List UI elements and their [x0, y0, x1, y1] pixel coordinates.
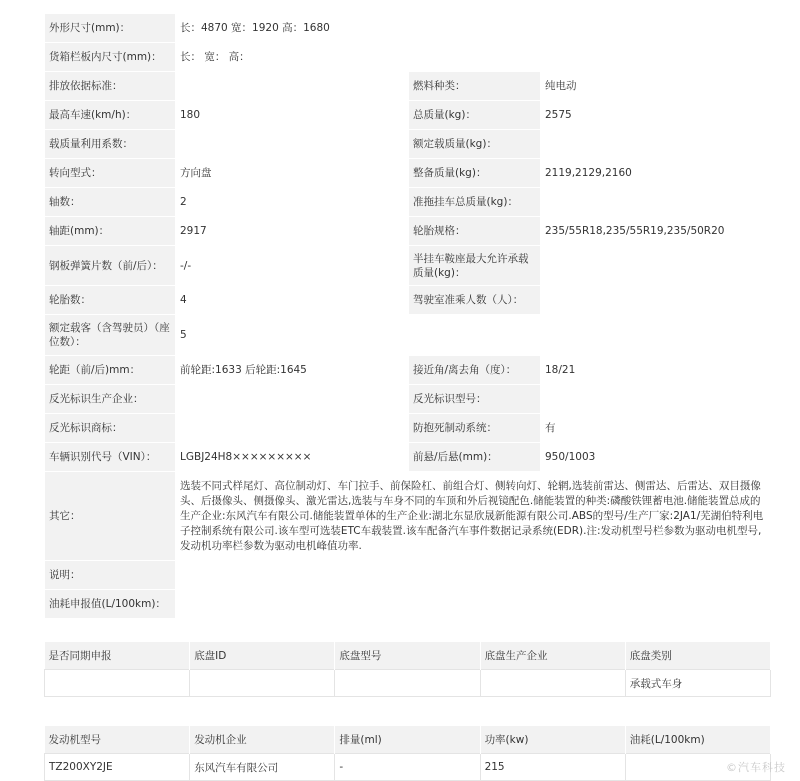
- spec-label: 其它：: [45, 472, 176, 561]
- watermark: ©汽车科技: [726, 761, 786, 774]
- engine-table: [44, 726, 771, 781]
- spec-label: 货箱栏板内尺寸(mm)：: [45, 43, 176, 72]
- chassis-table: [44, 642, 771, 697]
- spec-label: 反光标识型号：: [409, 385, 541, 414]
- spec-value: 235/55R18,235/55R19,235/50R20: [541, 217, 772, 246]
- spec-value: [541, 130, 772, 159]
- other-notes: 选装不同式样尾灯、高位制动灯、车门拉手、前保险杠、前组合灯、侧转向灯、轮辋,选装前雷达、侧雷达、后雷达、双目摄像头、后摄像头、侧摄像头、激光雷达,选装与车身不同的车顶和外后视镜配色.储能装置的种类:磷酸铁锂蓄电池.储能装置总成的生产企业:东风汽车有限公司.储能装置单体的生产企业:湖北东显欣晟新能源有限公司.ABS的型号/生产厂家:2JA1/芜湖伯特利电子控制系统有限公司.该车型可选装ETC车载装置.该车配备汽车事件数据记录系统(EDR).注:发动机型号栏参数为驱动电机型号,发动机功率栏参数为驱动电机峰值功率.: [176, 472, 772, 561]
- spec-label: 排放依据标准：: [45, 72, 176, 101]
- spec-label: 最高车速(km/h)：: [45, 101, 176, 130]
- engine-cell: -: [335, 754, 480, 781]
- table-row: [45, 754, 771, 781]
- spec-label: 准拖挂车总质量(kg)：: [409, 188, 541, 217]
- spec-label: 总质量(kg)：: [409, 101, 541, 130]
- spec-label: 轴距(mm)：: [45, 217, 176, 246]
- spec-label: 燃料种类：: [409, 72, 541, 101]
- chassis-cell: [190, 670, 335, 697]
- spec-label: 轮距（前/后)mm：: [45, 356, 176, 385]
- spec-value: [176, 130, 409, 159]
- spec-value: [541, 188, 772, 217]
- spec-label: 防抱死制动系统：: [409, 414, 541, 443]
- spec-value: 前轮距:1633 后轮距:1645: [176, 356, 409, 385]
- spec-value: [541, 246, 772, 286]
- spec-value: 长： 宽： 高：: [176, 43, 772, 72]
- chassis-cell: 承载式车身: [625, 670, 770, 697]
- chassis-header: 底盘生产企业: [480, 642, 625, 670]
- spec-label: 驾驶室准乘人数（人）：: [409, 286, 541, 315]
- vehicle-spec-table: [44, 13, 772, 619]
- spec-value: -/-: [176, 246, 409, 286]
- spec-value: [176, 590, 772, 619]
- engine-header: 油耗(L/100km): [625, 726, 770, 754]
- chassis-cell: [335, 670, 480, 697]
- spec-label: 外形尺寸(mm)：: [45, 14, 176, 43]
- spec-value: 2917: [176, 217, 409, 246]
- spec-label: 载质量利用系数：: [45, 130, 176, 159]
- spec-value: 2575: [541, 101, 772, 130]
- spec-label: 整备质量(kg)：: [409, 159, 541, 188]
- chassis-header: 底盘类别: [625, 642, 770, 670]
- spec-value: 18/21: [541, 356, 772, 385]
- spec-label: 钢板弹簧片数（前/后）：: [45, 246, 176, 286]
- spec-value: 5: [176, 315, 772, 356]
- spec-value: 4: [176, 286, 409, 315]
- engine-cell: TZ200XY2JE: [45, 754, 190, 781]
- engine-header: 排量(ml): [335, 726, 480, 754]
- spec-label: 说明：: [45, 561, 176, 590]
- engine-cell: 215: [480, 754, 625, 781]
- chassis-header: 底盘ID: [190, 642, 335, 670]
- spec-label: 额定载客（含驾驶员）（座位数）：: [45, 315, 176, 356]
- spec-value: 180: [176, 101, 409, 130]
- spec-value: [176, 414, 409, 443]
- spec-value: LGBJ24H8×××××××××: [176, 443, 409, 472]
- chassis-cell: [45, 670, 190, 697]
- spec-value: 950/1003: [541, 443, 772, 472]
- spec-value: [176, 72, 409, 101]
- spec-value: [541, 286, 772, 315]
- spec-label: 油耗申报值(L/100km)：: [45, 590, 176, 619]
- spec-label: 反光标识商标：: [45, 414, 176, 443]
- spec-value: [176, 385, 409, 414]
- spec-value: [541, 385, 772, 414]
- table-row: [45, 670, 771, 697]
- spec-value: 纯电动: [541, 72, 772, 101]
- spec-value: [176, 561, 772, 590]
- spec-label: 反光标识生产企业：: [45, 385, 176, 414]
- spec-label: 半挂车鞍座最大允许承载质量(kg)：: [409, 246, 541, 286]
- spec-label: 轮胎数：: [45, 286, 176, 315]
- chassis-cell: [480, 670, 625, 697]
- spec-value: 2: [176, 188, 409, 217]
- spec-label: 接近角/离去角（度）：: [409, 356, 541, 385]
- chassis-header: 底盘型号: [335, 642, 480, 670]
- engine-header: 功率(kw): [480, 726, 625, 754]
- spec-label: 额定载质量(kg)：: [409, 130, 541, 159]
- spec-label: 轮胎规格：: [409, 217, 541, 246]
- engine-header: 发动机型号: [45, 726, 190, 754]
- spec-value: 2119,2129,2160: [541, 159, 772, 188]
- engine-cell: 东风汽车有限公司: [190, 754, 335, 781]
- spec-label: 轴数：: [45, 188, 176, 217]
- chassis-header: 是否同期申报: [45, 642, 190, 670]
- spec-value: 方向盘: [176, 159, 409, 188]
- spec-value: 有: [541, 414, 772, 443]
- spec-label: 车辆识别代号（VIN）：: [45, 443, 176, 472]
- engine-header: 发动机企业: [190, 726, 335, 754]
- spec-value: 长：4870 宽：1920 高：1680: [176, 14, 772, 43]
- spec-label: 前悬/后悬(mm)：: [409, 443, 541, 472]
- spec-label: 转向型式：: [45, 159, 176, 188]
